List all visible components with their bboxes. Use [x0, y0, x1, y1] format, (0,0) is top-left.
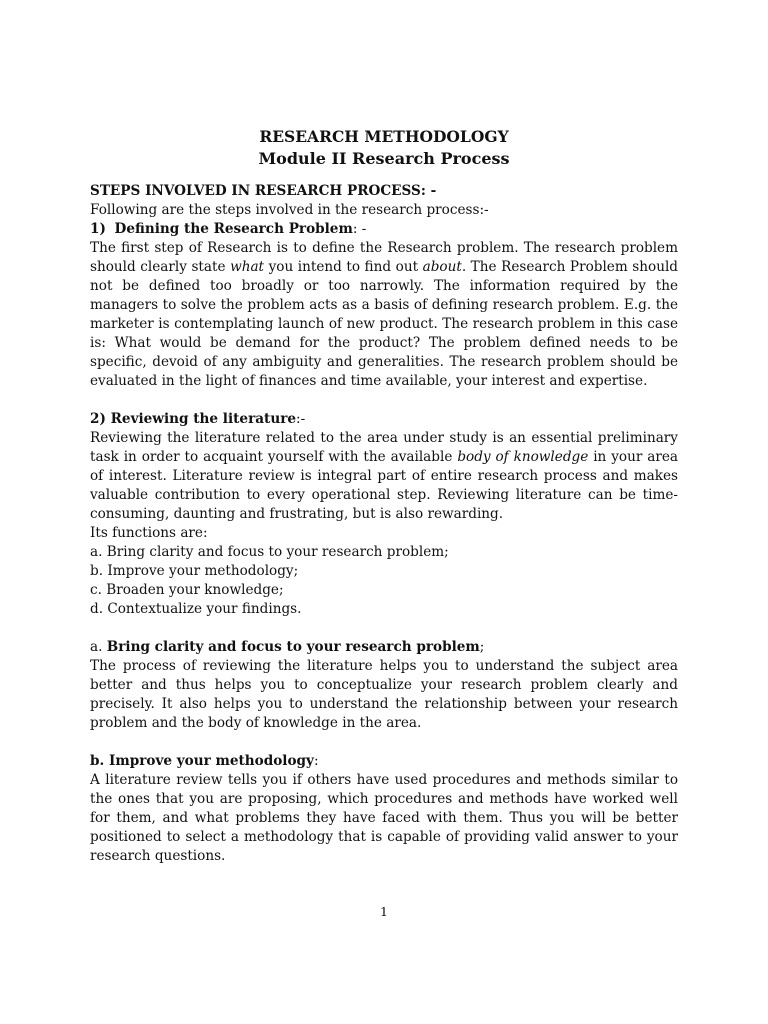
section-a-paragraph: The process of reviewing the literature helps you to understand the subject area better and thus helps you to conceptualize your research problem clearly and precisely. It also helps you to understand the relationship between your research problem and the body of knowledge in the area. — [90, 658, 678, 731]
step1-emphasis-about: about — [422, 259, 462, 275]
section-a-heading — [90, 638, 678, 657]
spacer — [90, 733, 678, 752]
section-b-paragraph: A literature review tells you if others have used procedures and methods similar to the ones that you are proposing, which procedures and methods have worked well for them, and what problems they have faced with them. Thus you will be better positioned to select a methodology that is capable of providing valid answer to your research questions. — [90, 772, 678, 864]
step1-number: 1) — [90, 221, 106, 237]
section-b-heading-text: b. Improve your methodology — [90, 753, 314, 769]
step2-emphasis: body of knowledge — [457, 449, 589, 465]
step1-emphasis-what: what — [230, 259, 265, 275]
step2-heading-text: 2) Reviewing the literature — [90, 411, 297, 427]
step1-text-part3: . The Research Problem should not be defined too broadly or too narrowly. The information required by the managers to solve the problem acts as a basis of defining research problem. E.g. the marketer is contemplating launch of new product. The research problem in this case is: What would be demand for the product? The problem defined needs to be specific, devoid of any ambiguity and generalities. The research problem should be evaluated in the light of finances and time available, your interest and expertise. — [90, 259, 679, 389]
module-subtitle: Module II Research Process — [258, 149, 510, 168]
section-b-heading-suffix: : — [313, 753, 319, 769]
section-a-heading-suffix: ; — [479, 639, 485, 655]
step1-heading-text: Defining the Research Problem — [114, 221, 353, 237]
functions-label: Its functions are: — [90, 525, 208, 541]
step1-text-part1: The first step of Research is to define the Research problem. The research problem should clearly state — [90, 240, 678, 275]
function-item: b. Improve your methodology; — [90, 563, 299, 579]
steps-intro: Following are the steps involved in the research process:- — [90, 202, 489, 218]
step2-heading — [90, 410, 678, 429]
section-a-heading-text: Bring clarity and focus to your research problem — [106, 639, 480, 655]
step1-heading-suffix: : - — [352, 221, 367, 237]
document-page — [90, 126, 678, 866]
section-b-heading — [90, 752, 678, 771]
spacer — [90, 391, 678, 410]
step2-text-part2: in your area of interest. Literature review is integral part of entire research process and makes valuable contribution to every operational step. Reviewing literature can be time-consuming, daunting and frustrating, but is also rewarding. — [90, 449, 678, 522]
function-item: a. Bring clarity and focus to your research problem; — [90, 544, 449, 560]
step2-text-part1: Reviewing the literature related to the area under study is an essential preliminary task in order to acquaint yourself with the available — [90, 430, 678, 465]
step2-paragraph — [90, 429, 678, 524]
spacer — [90, 619, 678, 638]
step1-heading — [90, 220, 678, 239]
section-a-prefix: a. — [90, 639, 107, 655]
step2-heading-suffix: :- — [296, 411, 306, 427]
step1-paragraph — [90, 239, 678, 391]
step1-text-part2: you intend to find out — [264, 259, 423, 275]
page-number: 1 — [380, 904, 388, 919]
function-item: d. Contextualize your findings. — [90, 601, 302, 617]
steps-heading: STEPS INVOLVED IN RESEARCH PROCESS: - — [90, 183, 437, 199]
function-item: c. Broaden your knowledge; — [90, 582, 284, 598]
document-title: RESEARCH METHODOLOGY — [259, 127, 509, 146]
